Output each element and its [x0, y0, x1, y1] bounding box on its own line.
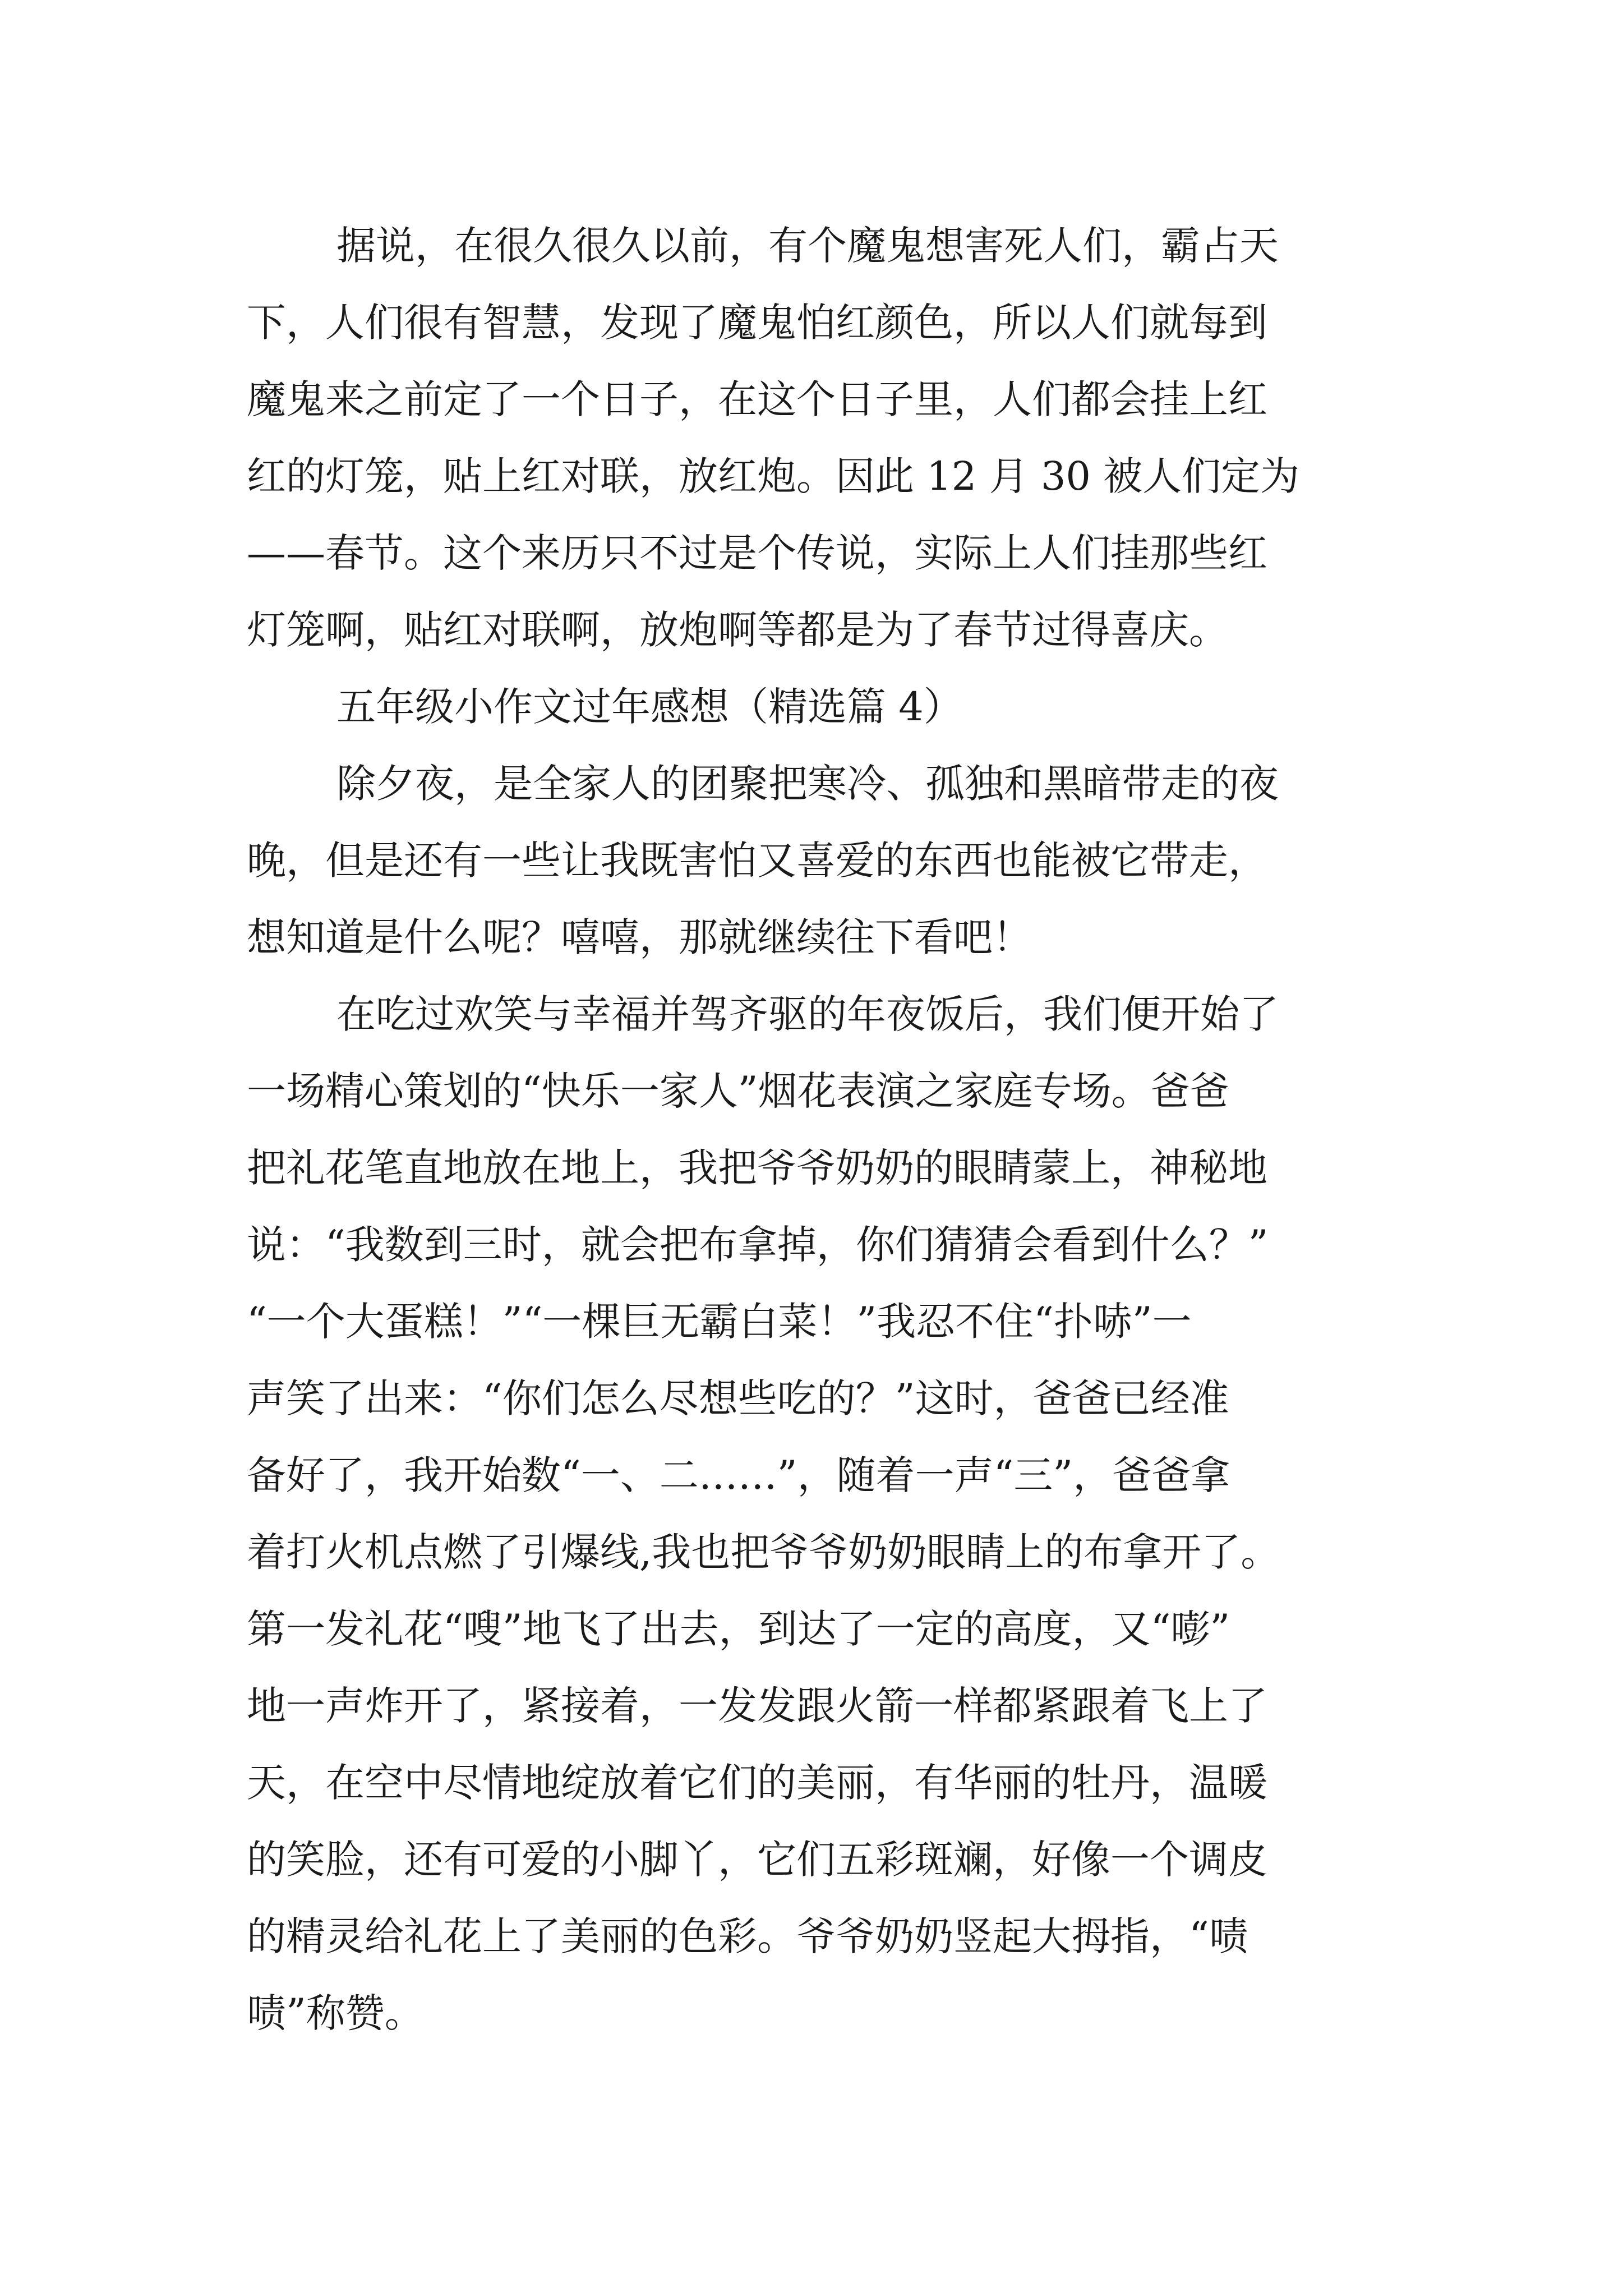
paragraph-1-line-3: 魔鬼来之前定了一个日子，在这个日子里，人们都会挂上红	[247, 376, 1267, 422]
paragraph-3-line-3: 把礼花笔直地放在地上，我把爷爷奶奶的眼睛蒙上，神秘地	[247, 1145, 1267, 1191]
paragraph-3-line-6: 声笑了出来：“你们怎么尽想些吃的？”这时，爸爸已经准	[247, 1375, 1229, 1421]
paragraph-3-line-9: 第一发礼花“嗖”地飞了出去，到达了一定的高度，又“嘭”	[247, 1606, 1230, 1652]
paragraph-3-line-12: 的笑脸，还有可爱的小脚丫，它们五彩斑斓，好像一个调皮	[247, 1837, 1267, 1883]
paragraph-1-line-6: 灯笼啊，贴红对联啊，放炮啊等都是为了春节过得喜庆。	[247, 607, 1228, 653]
paragraph-1-line-5: ——春节。这个来历只不过是个传说，实际上人们挂那些红	[247, 530, 1267, 576]
paragraph-2-line-2: 晚，但是还有一些让我既害怕又喜爱的东西也能被它带走，	[247, 838, 1267, 884]
paragraph-2-line-1: 除夕夜，是全家人的团聚把寒冷、孤独和黑暗带走的夜	[336, 761, 1279, 807]
section-heading: 五年级小作文过年感想（精选篇 4）	[336, 684, 963, 730]
paragraph-1-line-1: 据说，在很久很久以前，有个魔鬼想害死人们，霸占天	[336, 223, 1279, 269]
paragraph-3-line-1: 在吃过欢笑与幸福并驾齐驱的年夜饭后，我们便开始了	[336, 991, 1279, 1037]
paragraph-3-line-5: “一个大蛋糕！”“一棵巨无霸白菜！”我忍不住“扑哧”一	[247, 1299, 1192, 1345]
paragraph-1-line-2: 下，人们很有智慧，发现了魔鬼怕红颜色，所以人们就每到	[247, 300, 1267, 346]
paragraph-3-line-4: 说：“我数到三时，就会把布拿掉，你们猜猜会看到什么？”	[247, 1222, 1269, 1268]
paragraph-3-line-2: 一场精心策划的“快乐一家人”烟花表演之家庭专场。爸爸	[247, 1068, 1229, 1114]
paragraph-3-line-10: 地一声炸开了，紧接着，一发发跟火箭一样都紧跟着飞上了	[247, 1683, 1267, 1729]
paragraph-2-line-3: 想知道是什么呢？嘻嘻，那就继续往下看吧！	[247, 914, 1032, 960]
paragraph-3-line-8: 着打火机点燃了引爆线,我也把爷爷奶奶眼睛上的布拿开了。	[247, 1529, 1280, 1575]
paragraph-3-line-7: 备好了，我开始数“一、二……”，随着一声“三”，爸爸拿	[247, 1452, 1230, 1498]
paragraph-3-line-13: 的精灵给礼花上了美丽的色彩。爷爷奶奶竖起大拇指，“啧	[247, 1913, 1248, 1959]
paragraph-3-line-14: 啧”称赞。	[247, 1990, 424, 2036]
paragraph-3-line-11: 天，在空中尽情地绽放着它们的美丽，有华丽的牡丹，温暖	[247, 1760, 1267, 1806]
paragraph-1-line-4: 红的灯笼，贴上红对联，放红炮。因此 12 月 30 被人们定为	[247, 453, 1300, 499]
